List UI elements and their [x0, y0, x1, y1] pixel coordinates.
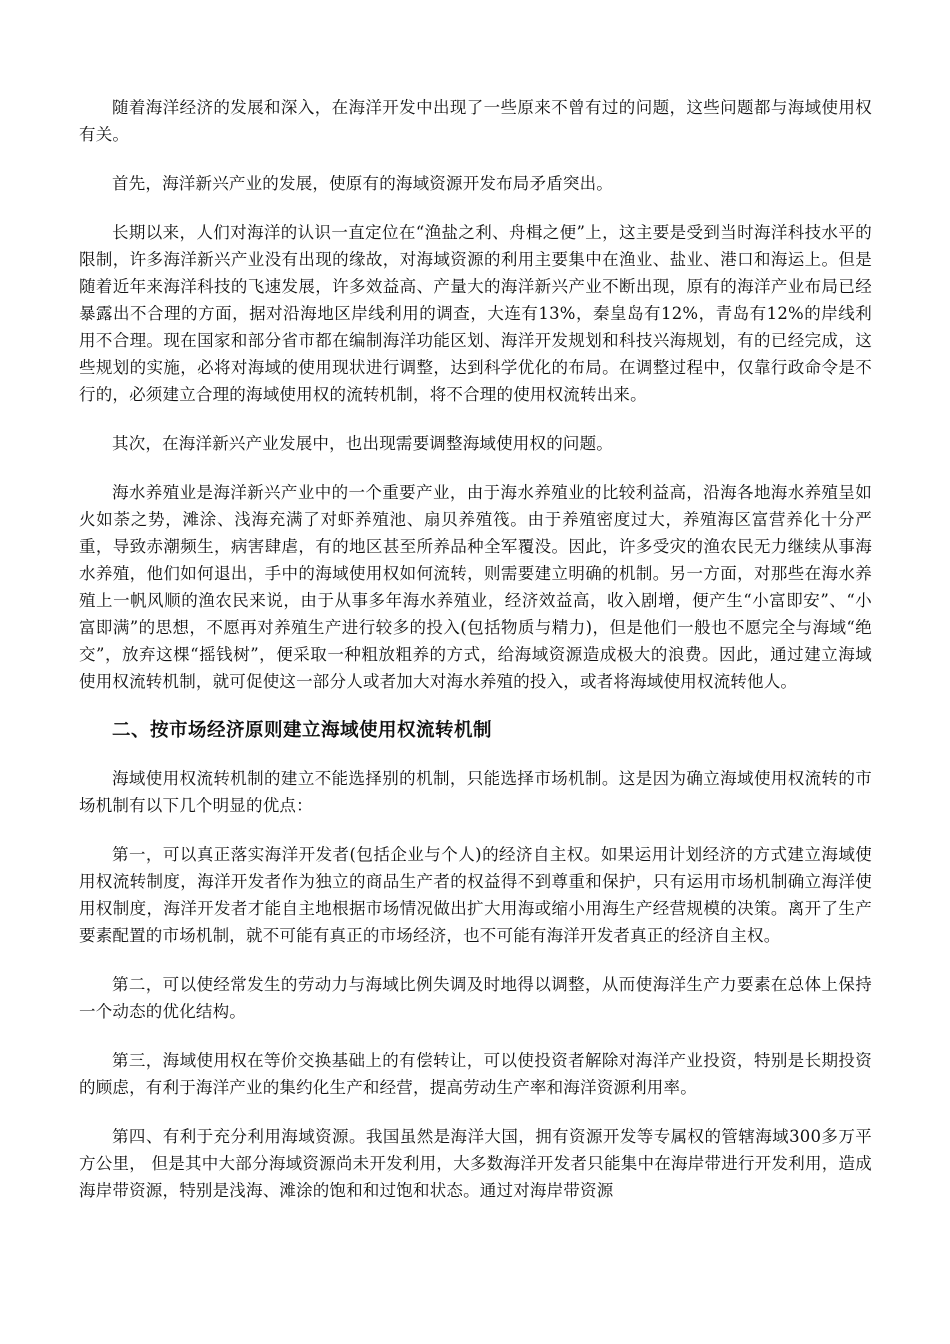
document-page	[79, 94, 872, 1226]
body-paragraph: 其次，在海洋新兴产业发展中，也出现需要调整海域使用权的问题。	[112, 434, 613, 453]
body-paragraph: 海域使用权流转机制的建立不能选择别的机制，只能选择市场机制。这是因为确立海域使用权流转的市场机制有以下几个明显的优点：	[79, 769, 872, 815]
body-paragraph: 第一，可以真正落实海洋开发者(包括企业与个人)的经济自主权。如果运用计划经济的方式建立海域使用权流转制度，海洋开发者作为独立的商品生产者的权益得不到尊重和保护，只有运用市场机制确立海洋使用权制度，海洋开发者才能自主地根据市场情况做出扩大用海或缩小用海生产经营规模的决策。离开了生产要素配置的市场机制，就不可能有真正的市场经济，也不可能有海洋开发者真正的经济自主权。	[79, 845, 872, 945]
body-paragraph: 第三，海域使用权在等价交换基础上的有偿转让，可以使投资者解除对海洋产业投资，特别是长期投资的顾虑，有利于海洋产业的集约化生产和经营，提高劳动生产率和海洋资源利用率。	[79, 1051, 872, 1097]
body-paragraph: 第四、有利于充分利用海域资源。我国虽然是海洋大国，拥有资源开发等专属权的管辖海域300多万平方公里， 但是其中大部分海域资源尚未开发利用，大多数海洋开发者只能集中在海岸带进行开发利用，造成海岸带资源，特别是浅海、滩涂的饱和和过饱和状态。通过对海岸带资源	[79, 1127, 872, 1200]
body-paragraph: 海水养殖业是海洋新兴产业中的一个重要产业，由于海水养殖业的比较利益高，沿海各地海水养殖呈如火如荼之势，滩涂、浅海充满了对虾养殖池、扇贝养殖筏。由于养殖密度过大，养殖海区富营养化十分严重，导致赤潮频生，病害肆虐，有的地区甚至所养品种全军覆没。因此，许多受灾的渔农民无力继续从事海水养殖，他们如何退出，手中的海域使用权如何流转，则需要建立明确的机制。另一方面，对那些在海水养殖上一帆风顺的渔农民来说，由于从事多年海水养殖业，经济效益高，收入剧增，便产生“小富即安”、“小富即满”的思想，不愿再对养殖生产进行较多的投入(包括物质与精力)，但是他们一般也不愿完全与海域“绝交”，放弃这棵“摇钱树”，便采取一种粗放粗养的方式，给海域资源造成极大的浪费。因此，通过建立海域使用权流转机制，就可促使这一部分人或者加大对海水养殖的投入，或者将海域使用权流转他人。	[79, 483, 872, 691]
section-heading: 二、按市场经济原则建立海域使用权流转机制	[112, 720, 493, 741]
body-paragraph: 首先，海洋新兴产业的发展，使原有的海域资源开发布局矛盾突出。	[112, 174, 613, 193]
body-paragraph: 长期以来，人们对海洋的认识一直定位在“渔盐之利、舟楫之便”上，这主要是受到当时海洋科技水平的限制，许多海洋新兴产业没有出现的缘故，对海域资源的利用主要集中在渔业、盐业、港口和海运上。但是随着近年来海洋科技的飞速发展，许多效益高、产量大的海洋新兴产业不断出现，原有的海洋产业布局已经暴露出不合理的方面，据对沿海地区岸线利用的调查，大连有13%，秦皇岛有12%，青岛有12%的岸线利用不合理。现在国家和部分省市都在编制海洋功能区划、海洋开发规划和科技兴海规划，有的已经完成，这些规划的实施，必将对海域的使用现状进行调整，达到科学优化的布局。在调整过程中，仅靠行政命令是不行的，必须建立合理的海域使用权的流转机制，将不合理的使用权流转出来。	[79, 223, 872, 404]
body-paragraph: 随着海洋经济的发展和深入，在海洋开发中出现了一些原来不曾有过的问题，这些问题都与海域使用权有关。	[79, 98, 872, 144]
body-paragraph: 第二，可以使经常发生的劳动力与海域比例失调及时地得以调整，从而使海洋生产力要素在总体上保持一个动态的优化结构。	[79, 975, 872, 1021]
